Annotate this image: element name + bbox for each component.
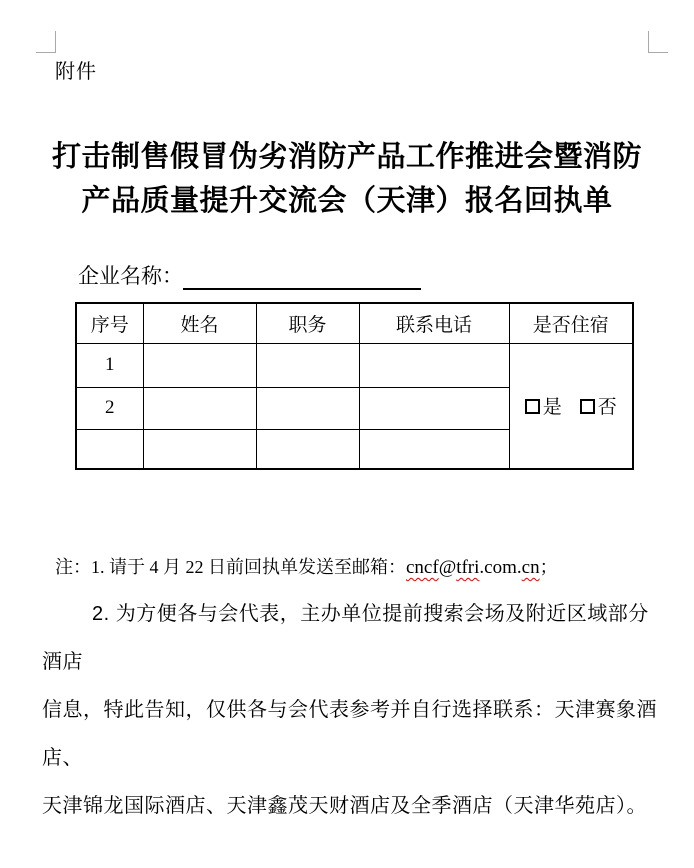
phone-input-cell[interactable] [359,429,509,469]
lodging-choice-cell [509,343,633,469]
footnote-2-line-2: 信息，特此告知，仅供各与会代表参考并自行选择联系：天津赛象酒店、 [42,699,657,769]
footnote-2-line-3: 天津锦龙国际酒店、天津鑫茂天财酒店及全季酒店（天津华苑店）。 [42,795,647,817]
title-line-2: 产品质量提升交流会（天津）报名回执单 [81,185,613,217]
job-title-input-cell[interactable] [256,387,359,429]
email-user-part: cncf [406,557,439,578]
checkbox-no-label: 否 [597,397,617,419]
registration-table [75,302,634,470]
company-name-row [78,263,421,290]
table-header-row [76,303,633,343]
email-mid-part: .com. [479,557,522,578]
document-title [0,135,694,223]
table-row [76,343,633,387]
row-index-cell: 1 [76,343,143,387]
footnote-1 [55,555,558,580]
footnote-2 [42,590,660,830]
column-header-name: 姓名 [143,303,256,343]
checkbox-yes-label: 是 [542,397,562,419]
title-line-1: 打击制售假冒伪劣消防产品工作推进会暨消防 [51,141,642,173]
email-domain-part: tfri [456,557,480,578]
name-input-cell[interactable] [143,387,256,429]
row-index-cell: 2 [76,387,143,429]
checkbox-no[interactable] [580,399,595,414]
job-title-input-cell[interactable] [256,429,359,469]
phone-input-cell[interactable] [359,387,509,429]
job-title-input-cell[interactable] [256,343,359,387]
footnote-1-text: 注：1. 请于 4 月 22 日前回执单发送至邮箱： [55,557,406,577]
company-name-label: 企业名称： [78,265,183,288]
name-input-cell[interactable] [143,343,256,387]
email-address [406,557,540,578]
email-at-sign: @ [438,557,457,578]
column-header-index: 序号 [76,303,143,343]
company-name-blank-field[interactable] [183,263,421,290]
column-header-lodging: 是否住宿 [509,303,633,343]
column-header-job-title: 职务 [256,303,359,343]
email-tld-part: cn [521,557,540,578]
attachment-label: 附件 [55,61,97,83]
name-input-cell[interactable] [143,429,256,469]
footnote-1-suffix: ； [539,557,558,577]
text-boundary-mark-top-left [36,31,56,53]
phone-input-cell[interactable] [359,343,509,387]
text-boundary-mark-top-right [648,31,668,53]
footnote-2-line-1: 2. 为方便各与会代表，主办单位提前搜索会场及附近区域部分酒店 [42,603,649,673]
row-index-cell [76,429,143,469]
column-header-phone: 联系电话 [359,303,509,343]
checkbox-yes[interactable] [525,399,540,414]
